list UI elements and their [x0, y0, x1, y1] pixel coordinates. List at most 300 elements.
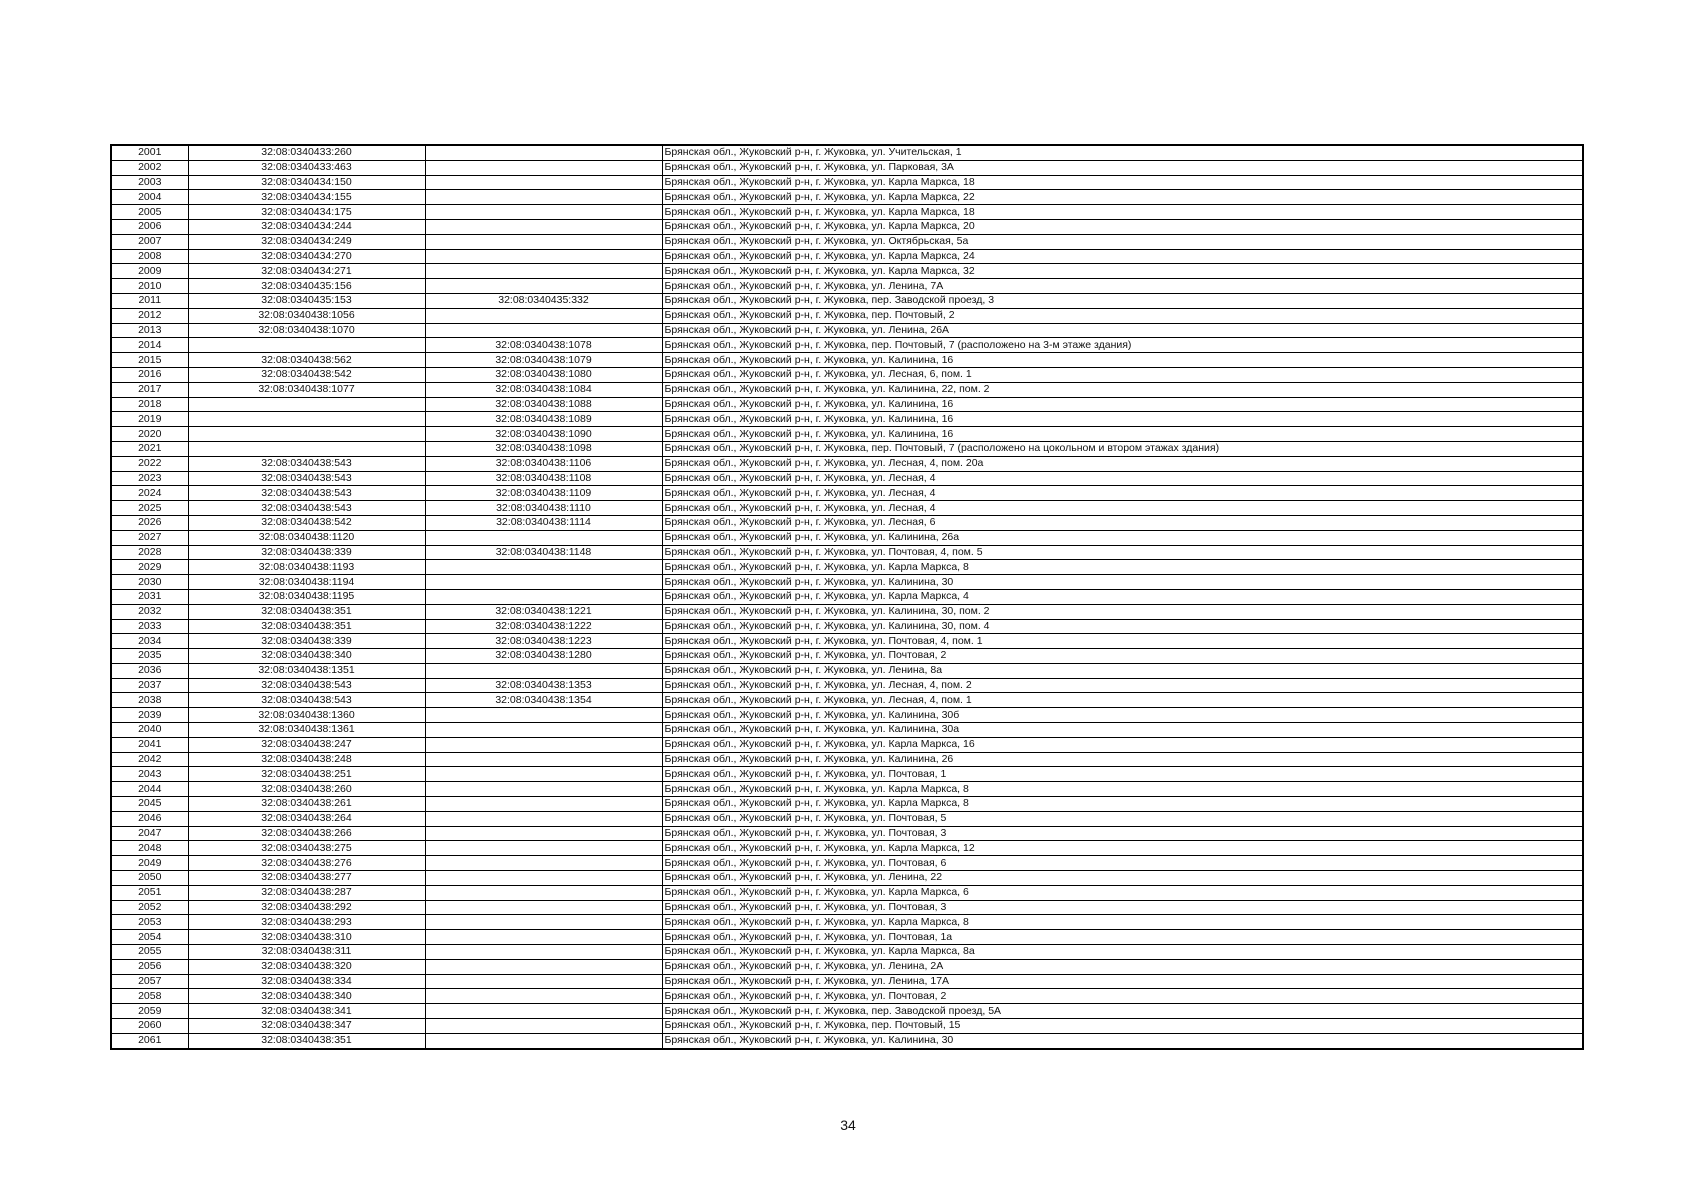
object-cadastral-number-cell: 32:08:0340438:1354 [425, 693, 662, 708]
row-number-cell: 2017 [111, 382, 188, 397]
row-number-cell: 2047 [111, 826, 188, 841]
land-cadastral-number-cell: 32:08:0340438:341 [188, 1004, 425, 1019]
address-cell: Брянская обл., Жуковский р-н, г. Жуковка, ул. Карла Маркса, 22 [662, 190, 1583, 205]
object-cadastral-number-cell: 32:08:0340438:1221 [425, 604, 662, 619]
object-cadastral-number-cell [425, 323, 662, 338]
table-row [111, 974, 1583, 989]
row-number-cell: 2059 [111, 1004, 188, 1019]
row-number-cell: 2023 [111, 471, 188, 486]
address-cell: Брянская обл., Жуковский р-н, г. Жуковка, ул. Карла Маркса, 18 [662, 205, 1583, 220]
row-number-cell: 2007 [111, 234, 188, 249]
registry-table-body [111, 145, 1583, 1049]
address-cell: Брянская обл., Жуковский р-н, г. Жуковка, ул. Лесная, 4 [662, 501, 1583, 516]
object-cadastral-number-cell [425, 1004, 662, 1019]
address-cell: Брянская обл., Жуковский р-н, г. Жуковка, ул. Почтовая, 6 [662, 856, 1583, 871]
land-cadastral-number-cell: 32:08:0340438:264 [188, 811, 425, 826]
land-cadastral-number-cell: 32:08:0340433:260 [188, 145, 425, 160]
land-cadastral-number-cell: 32:08:0340435:156 [188, 279, 425, 294]
land-cadastral-number-cell: 32:08:0340438:351 [188, 619, 425, 634]
address-cell: Брянская обл., Жуковский р-н, г. Жуковка, ул. Лесная, 4 [662, 471, 1583, 486]
row-number-cell: 2022 [111, 456, 188, 471]
row-number-cell: 2014 [111, 338, 188, 353]
address-cell: Брянская обл., Жуковский р-н, г. Жуковка, ул. Лесная, 4, пом. 1 [662, 693, 1583, 708]
address-cell: Брянская обл., Жуковский р-н, г. Жуковка, пер. Заводской проезд, 3 [662, 293, 1583, 308]
object-cadastral-number-cell: 32:08:0340438:1079 [425, 353, 662, 368]
address-cell: Брянская обл., Жуковский р-н, г. Жуковка, ул. Лесная, 6, пом. 1 [662, 367, 1583, 382]
land-cadastral-number-cell: 32:08:0340438:1360 [188, 708, 425, 723]
table-row [111, 412, 1583, 427]
address-cell: Брянская обл., Жуковский р-н, г. Жуковка, ул. Калинина, 16 [662, 427, 1583, 442]
object-cadastral-number-cell: 32:08:0340438:1222 [425, 619, 662, 634]
land-cadastral-number-cell: 32:08:0340438:276 [188, 856, 425, 871]
address-cell: Брянская обл., Жуковский р-н, г. Жуковка, ул. Ленина, 17А [662, 974, 1583, 989]
land-cadastral-number-cell: 32:08:0340434:155 [188, 190, 425, 205]
object-cadastral-number-cell [425, 190, 662, 205]
row-number-cell: 2006 [111, 219, 188, 234]
row-number-cell: 2056 [111, 959, 188, 974]
object-cadastral-number-cell: 32:08:0340438:1223 [425, 634, 662, 649]
row-number-cell: 2038 [111, 693, 188, 708]
land-cadastral-number-cell: 32:08:0340438:287 [188, 885, 425, 900]
table-row [111, 323, 1583, 338]
address-cell: Брянская обл., Жуковский р-н, г. Жуковка, ул. Почтовая, 4, пом. 5 [662, 545, 1583, 560]
row-number-cell: 2039 [111, 708, 188, 723]
row-number-cell: 2024 [111, 486, 188, 501]
object-cadastral-number-cell [425, 885, 662, 900]
registry-table [110, 144, 1584, 1050]
row-number-cell: 2051 [111, 885, 188, 900]
table-row [111, 885, 1583, 900]
table-row [111, 678, 1583, 693]
object-cadastral-number-cell [425, 145, 662, 160]
object-cadastral-number-cell [425, 264, 662, 279]
address-cell: Брянская обл., Жуковский р-н, г. Жуковка, ул. Ленина, 26А [662, 323, 1583, 338]
table-row [111, 1033, 1583, 1048]
table-row [111, 752, 1583, 767]
address-cell: Брянская обл., Жуковский р-н, г. Жуковка, ул. Калинина, 26а [662, 530, 1583, 545]
object-cadastral-number-cell [425, 974, 662, 989]
table-row [111, 338, 1583, 353]
table-row [111, 723, 1583, 738]
address-cell: Брянская обл., Жуковский р-н, г. Жуковка, ул. Почтовая, 3 [662, 900, 1583, 915]
table-row [111, 915, 1583, 930]
table-row [111, 367, 1583, 382]
row-number-cell: 2004 [111, 190, 188, 205]
row-number-cell: 2043 [111, 767, 188, 782]
row-number-cell: 2002 [111, 160, 188, 175]
land-cadastral-number-cell: 32:08:0340438:1120 [188, 530, 425, 545]
object-cadastral-number-cell [425, 575, 662, 590]
row-number-cell: 2048 [111, 841, 188, 856]
table-row [111, 205, 1583, 220]
address-cell: Брянская обл., Жуковский р-н, г. Жуковка, ул. Лесная, 4 [662, 486, 1583, 501]
address-cell: Брянская обл., Жуковский р-н, г. Жуковка, ул. Почтовая, 2 [662, 649, 1583, 664]
land-cadastral-number-cell [188, 412, 425, 427]
address-cell: Брянская обл., Жуковский р-н, г. Жуковка, ул. Карла Маркса, 24 [662, 249, 1583, 264]
object-cadastral-number-cell [425, 205, 662, 220]
land-cadastral-number-cell: 32:08:0340434:150 [188, 175, 425, 190]
land-cadastral-number-cell: 32:08:0340438:543 [188, 456, 425, 471]
land-cadastral-number-cell: 32:08:0340438:1195 [188, 589, 425, 604]
object-cadastral-number-cell: 32:08:0340438:1280 [425, 649, 662, 664]
object-cadastral-number-cell [425, 723, 662, 738]
table-row [111, 397, 1583, 412]
object-cadastral-number-cell: 32:08:0340438:1088 [425, 397, 662, 412]
land-cadastral-number-cell: 32:08:0340438:347 [188, 1019, 425, 1034]
table-row [111, 619, 1583, 634]
row-number-cell: 2003 [111, 175, 188, 190]
object-cadastral-number-cell [425, 530, 662, 545]
row-number-cell: 2055 [111, 945, 188, 960]
land-cadastral-number-cell: 32:08:0340433:463 [188, 160, 425, 175]
object-cadastral-number-cell [425, 900, 662, 915]
row-number-cell: 2036 [111, 663, 188, 678]
object-cadastral-number-cell: 32:08:0340438:1353 [425, 678, 662, 693]
object-cadastral-number-cell: 32:08:0340438:1089 [425, 412, 662, 427]
address-cell: Брянская обл., Жуковский р-н, г. Жуковка, ул. Лесная, 4, пом. 2 [662, 678, 1583, 693]
page-number: 34 [840, 1117, 856, 1133]
table-row [111, 249, 1583, 264]
address-cell: Брянская обл., Жуковский р-н, г. Жуковка, ул. Калинина, 22, пом. 2 [662, 382, 1583, 397]
land-cadastral-number-cell: 32:08:0340438:277 [188, 871, 425, 886]
land-cadastral-number-cell: 32:08:0340438:311 [188, 945, 425, 960]
object-cadastral-number-cell: 32:08:0340438:1084 [425, 382, 662, 397]
land-cadastral-number-cell: 32:08:0340435:153 [188, 293, 425, 308]
address-cell: Брянская обл., Жуковский р-н, г. Жуковка, ул. Карла Маркса, 8 [662, 782, 1583, 797]
address-cell: Брянская обл., Жуковский р-н, г. Жуковка, ул. Карла Маркса, 20 [662, 219, 1583, 234]
row-number-cell: 2025 [111, 501, 188, 516]
object-cadastral-number-cell [425, 841, 662, 856]
row-number-cell: 2016 [111, 367, 188, 382]
object-cadastral-number-cell [425, 826, 662, 841]
address-cell: Брянская обл., Жуковский р-н, г. Жуковка, ул. Учительская, 1 [662, 145, 1583, 160]
land-cadastral-number-cell: 32:08:0340438:334 [188, 974, 425, 989]
address-cell: Брянская обл., Жуковский р-н, г. Жуковка, ул. Октябрьская, 5а [662, 234, 1583, 249]
land-cadastral-number-cell: 32:08:0340438:248 [188, 752, 425, 767]
land-cadastral-number-cell: 32:08:0340438:1194 [188, 575, 425, 590]
land-cadastral-number-cell: 32:08:0340438:247 [188, 737, 425, 752]
row-number-cell: 2044 [111, 782, 188, 797]
row-number-cell: 2032 [111, 604, 188, 619]
table-row [111, 190, 1583, 205]
table-row [111, 264, 1583, 279]
address-cell: Брянская обл., Жуковский р-н, г. Жуковка, ул. Ленина, 7А [662, 279, 1583, 294]
table-row [111, 279, 1583, 294]
table-row [111, 441, 1583, 456]
object-cadastral-number-cell [425, 945, 662, 960]
address-cell: Брянская обл., Жуковский р-н, г. Жуковка, ул. Калинина, 30, пом. 4 [662, 619, 1583, 634]
land-cadastral-number-cell: 32:08:0340438:543 [188, 471, 425, 486]
table-row [111, 175, 1583, 190]
table-row [111, 663, 1583, 678]
land-cadastral-number-cell: 32:08:0340438:1077 [188, 382, 425, 397]
object-cadastral-number-cell: 32:08:0340438:1106 [425, 456, 662, 471]
row-number-cell: 2035 [111, 649, 188, 664]
object-cadastral-number-cell: 32:08:0340438:1098 [425, 441, 662, 456]
land-cadastral-number-cell [188, 338, 425, 353]
row-number-cell: 2029 [111, 560, 188, 575]
land-cadastral-number-cell: 32:08:0340434:249 [188, 234, 425, 249]
land-cadastral-number-cell [188, 427, 425, 442]
object-cadastral-number-cell [425, 989, 662, 1004]
table-row [111, 634, 1583, 649]
table-row [111, 308, 1583, 323]
table-row [111, 471, 1583, 486]
table-row [111, 797, 1583, 812]
address-cell: Брянская обл., Жуковский р-н, г. Жуковка, ул. Калинина, 16 [662, 397, 1583, 412]
address-cell: Брянская обл., Жуковский р-н, г. Жуковка, ул. Карла Маркса, 8 [662, 560, 1583, 575]
table-row [111, 871, 1583, 886]
land-cadastral-number-cell: 32:08:0340438:292 [188, 900, 425, 915]
row-number-cell: 2045 [111, 797, 188, 812]
object-cadastral-number-cell: 32:08:0340438:1109 [425, 486, 662, 501]
address-cell: Брянская обл., Жуковский р-н, г. Жуковка, ул. Калинина, 30 [662, 1033, 1583, 1048]
row-number-cell: 2026 [111, 515, 188, 530]
land-cadastral-number-cell: 32:08:0340434:270 [188, 249, 425, 264]
table-row [111, 145, 1583, 160]
object-cadastral-number-cell: 32:08:0340435:332 [425, 293, 662, 308]
object-cadastral-number-cell [425, 589, 662, 604]
address-cell: Брянская обл., Жуковский р-н, г. Жуковка, пер. Заводской проезд, 5А [662, 1004, 1583, 1019]
object-cadastral-number-cell: 32:08:0340438:1078 [425, 338, 662, 353]
table-row [111, 234, 1583, 249]
table-row [111, 708, 1583, 723]
row-number-cell: 2018 [111, 397, 188, 412]
land-cadastral-number-cell: 32:08:0340438:543 [188, 501, 425, 516]
object-cadastral-number-cell [425, 1019, 662, 1034]
land-cadastral-number-cell: 32:08:0340438:320 [188, 959, 425, 974]
object-cadastral-number-cell [425, 279, 662, 294]
table-row [111, 515, 1583, 530]
row-number-cell: 2057 [111, 974, 188, 989]
land-cadastral-number-cell: 32:08:0340434:244 [188, 219, 425, 234]
row-number-cell: 2009 [111, 264, 188, 279]
address-cell: Брянская обл., Жуковский р-н, г. Жуковка, пер. Почтовый, 15 [662, 1019, 1583, 1034]
table-row [111, 930, 1583, 945]
address-cell: Брянская обл., Жуковский р-н, г. Жуковка, ул. Карла Маркса, 4 [662, 589, 1583, 604]
table-row [111, 575, 1583, 590]
land-cadastral-number-cell: 32:08:0340438:543 [188, 678, 425, 693]
address-cell: Брянская обл., Жуковский р-н, г. Жуковка, ул. Карла Маркса, 6 [662, 885, 1583, 900]
table-row [111, 900, 1583, 915]
row-number-cell: 2008 [111, 249, 188, 264]
object-cadastral-number-cell: 32:08:0340438:1090 [425, 427, 662, 442]
address-cell: Брянская обл., Жуковский р-н, г. Жуковка, ул. Ленина, 22 [662, 871, 1583, 886]
object-cadastral-number-cell [425, 308, 662, 323]
object-cadastral-number-cell [425, 959, 662, 974]
land-cadastral-number-cell: 32:08:0340438:542 [188, 515, 425, 530]
land-cadastral-number-cell: 32:08:0340438:1361 [188, 723, 425, 738]
row-number-cell: 2011 [111, 293, 188, 308]
address-cell: Брянская обл., Жуковский р-н, г. Жуковка, пер. Почтовый, 2 [662, 308, 1583, 323]
row-number-cell: 2010 [111, 279, 188, 294]
row-number-cell: 2020 [111, 427, 188, 442]
land-cadastral-number-cell: 32:08:0340438:542 [188, 367, 425, 382]
land-cadastral-number-cell: 32:08:0340438:351 [188, 604, 425, 619]
land-cadastral-number-cell: 32:08:0340438:1351 [188, 663, 425, 678]
address-cell: Брянская обл., Жуковский р-н, г. Жуковка, ул. Карла Маркса, 18 [662, 175, 1583, 190]
table-row [111, 530, 1583, 545]
land-cadastral-number-cell: 32:08:0340438:1193 [188, 560, 425, 575]
row-number-cell: 2053 [111, 915, 188, 930]
address-cell: Брянская обл., Жуковский р-н, г. Жуковка, ул. Почтовая, 1 [662, 767, 1583, 782]
land-cadastral-number-cell: 32:08:0340438:340 [188, 989, 425, 1004]
table-row [111, 1004, 1583, 1019]
row-number-cell: 2050 [111, 871, 188, 886]
row-number-cell: 2037 [111, 678, 188, 693]
address-cell: Брянская обл., Жуковский р-н, г. Жуковка, ул. Почтовая, 4, пом. 1 [662, 634, 1583, 649]
land-cadastral-number-cell: 32:08:0340438:339 [188, 634, 425, 649]
address-cell: Брянская обл., Жуковский р-н, г. Жуковка, ул. Парковая, 3А [662, 160, 1583, 175]
object-cadastral-number-cell [425, 219, 662, 234]
table-row [111, 604, 1583, 619]
object-cadastral-number-cell: 32:08:0340438:1110 [425, 501, 662, 516]
land-cadastral-number-cell: 32:08:0340438:251 [188, 767, 425, 782]
row-number-cell: 2012 [111, 308, 188, 323]
object-cadastral-number-cell: 32:08:0340438:1114 [425, 515, 662, 530]
land-cadastral-number-cell: 32:08:0340434:175 [188, 205, 425, 220]
land-cadastral-number-cell: 32:08:0340438:562 [188, 353, 425, 368]
table-row [111, 959, 1583, 974]
row-number-cell: 2015 [111, 353, 188, 368]
address-cell: Брянская обл., Жуковский р-н, г. Жуковка, ул. Карла Маркса, 8а [662, 945, 1583, 960]
row-number-cell: 2027 [111, 530, 188, 545]
table-row [111, 856, 1583, 871]
land-cadastral-number-cell: 32:08:0340438:1070 [188, 323, 425, 338]
address-cell: Брянская обл., Жуковский р-н, г. Жуковка, ул. Калинина, 16 [662, 412, 1583, 427]
land-cadastral-number-cell: 32:08:0340438:1056 [188, 308, 425, 323]
table-row [111, 501, 1583, 516]
object-cadastral-number-cell [425, 737, 662, 752]
row-number-cell: 2033 [111, 619, 188, 634]
address-cell: Брянская обл., Жуковский р-н, г. Жуковка, ул. Карла Маркса, 32 [662, 264, 1583, 279]
table-row [111, 693, 1583, 708]
address-cell: Брянская обл., Жуковский р-н, г. Жуковка, ул. Карла Маркса, 16 [662, 737, 1583, 752]
table-row [111, 456, 1583, 471]
table-row [111, 1019, 1583, 1034]
land-cadastral-number-cell: 32:08:0340438:293 [188, 915, 425, 930]
object-cadastral-number-cell: 32:08:0340438:1080 [425, 367, 662, 382]
object-cadastral-number-cell [425, 663, 662, 678]
row-number-cell: 2030 [111, 575, 188, 590]
table-row [111, 486, 1583, 501]
address-cell: Брянская обл., Жуковский р-н, г. Жуковка, ул. Почтовая, 3 [662, 826, 1583, 841]
table-row [111, 589, 1583, 604]
address-cell: Брянская обл., Жуковский р-н, г. Жуковка, ул. Калинина, 30 [662, 575, 1583, 590]
object-cadastral-number-cell [425, 708, 662, 723]
table-row [111, 841, 1583, 856]
row-number-cell: 2031 [111, 589, 188, 604]
table-row [111, 382, 1583, 397]
object-cadastral-number-cell [425, 160, 662, 175]
address-cell: Брянская обл., Жуковский р-н, г. Жуковка, ул. Карла Маркса, 12 [662, 841, 1583, 856]
table-row [111, 560, 1583, 575]
land-cadastral-number-cell [188, 441, 425, 456]
land-cadastral-number-cell: 32:08:0340438:543 [188, 693, 425, 708]
address-cell: Брянская обл., Жуковский р-н, г. Жуковка, ул. Калинина, 30, пом. 2 [662, 604, 1583, 619]
table-row [111, 353, 1583, 368]
address-cell: Брянская обл., Жуковский р-н, г. Жуковка, ул. Почтовая, 5 [662, 811, 1583, 826]
row-number-cell: 2019 [111, 412, 188, 427]
land-cadastral-number-cell: 32:08:0340434:271 [188, 264, 425, 279]
address-cell: Брянская обл., Жуковский р-н, г. Жуковка, пер. Почтовый, 7 (расположено на 3-м этаже здания) [662, 338, 1583, 353]
land-cadastral-number-cell: 32:08:0340438:310 [188, 930, 425, 945]
table-row [111, 427, 1583, 442]
land-cadastral-number-cell: 32:08:0340438:260 [188, 782, 425, 797]
address-cell: Брянская обл., Жуковский р-н, г. Жуковка, ул. Карла Маркса, 8 [662, 915, 1583, 930]
object-cadastral-number-cell [425, 811, 662, 826]
row-number-cell: 2040 [111, 723, 188, 738]
land-cadastral-number-cell: 32:08:0340438:261 [188, 797, 425, 812]
row-number-cell: 2046 [111, 811, 188, 826]
row-number-cell: 2054 [111, 930, 188, 945]
object-cadastral-number-cell [425, 856, 662, 871]
object-cadastral-number-cell: 32:08:0340438:1108 [425, 471, 662, 486]
row-number-cell: 2049 [111, 856, 188, 871]
address-cell: Брянская обл., Жуковский р-н, г. Жуковка, ул. Ленина, 8а [662, 663, 1583, 678]
object-cadastral-number-cell [425, 249, 662, 264]
object-cadastral-number-cell [425, 915, 662, 930]
table-row [111, 649, 1583, 664]
land-cadastral-number-cell: 32:08:0340438:543 [188, 486, 425, 501]
address-cell: Брянская обл., Жуковский р-н, г. Жуковка, ул. Почтовая, 1а [662, 930, 1583, 945]
table-row [111, 160, 1583, 175]
object-cadastral-number-cell [425, 767, 662, 782]
object-cadastral-number-cell: 32:08:0340438:1148 [425, 545, 662, 560]
row-number-cell: 2034 [111, 634, 188, 649]
table-row [111, 545, 1583, 560]
object-cadastral-number-cell [425, 1033, 662, 1048]
object-cadastral-number-cell [425, 752, 662, 767]
address-cell: Брянская обл., Жуковский р-н, г. Жуковка, ул. Калинина, 30а [662, 723, 1583, 738]
table-row [111, 945, 1583, 960]
land-cadastral-number-cell [188, 397, 425, 412]
address-cell: Брянская обл., Жуковский р-н, г. Жуковка, ул. Лесная, 6 [662, 515, 1583, 530]
land-cadastral-number-cell: 32:08:0340438:275 [188, 841, 425, 856]
address-cell: Брянская обл., Жуковский р-н, г. Жуковка, ул. Почтовая, 2 [662, 989, 1583, 1004]
address-cell: Брянская обл., Жуковский р-н, г. Жуковка, ул. Ленина, 2А [662, 959, 1583, 974]
object-cadastral-number-cell [425, 175, 662, 190]
table-row [111, 989, 1583, 1004]
land-cadastral-number-cell: 32:08:0340438:351 [188, 1033, 425, 1048]
land-cadastral-number-cell: 32:08:0340438:339 [188, 545, 425, 560]
address-cell: Брянская обл., Жуковский р-н, г. Жуковка, ул. Калинина, 26 [662, 752, 1583, 767]
address-cell: Брянская обл., Жуковский р-н, г. Жуковка, ул. Калинина, 30б [662, 708, 1583, 723]
row-number-cell: 2060 [111, 1019, 188, 1034]
table-row [111, 767, 1583, 782]
land-cadastral-number-cell: 32:08:0340438:340 [188, 649, 425, 664]
table-row [111, 293, 1583, 308]
table-row [111, 811, 1583, 826]
address-cell: Брянская обл., Жуковский р-н, г. Жуковка, ул. Лесная, 4, пом. 20а [662, 456, 1583, 471]
row-number-cell: 2001 [111, 145, 188, 160]
object-cadastral-number-cell [425, 930, 662, 945]
row-number-cell: 2021 [111, 441, 188, 456]
table-row [111, 826, 1583, 841]
address-cell: Брянская обл., Жуковский р-н, г. Жуковка, ул. Карла Маркса, 8 [662, 797, 1583, 812]
table-row [111, 219, 1583, 234]
row-number-cell: 2028 [111, 545, 188, 560]
table-row [111, 737, 1583, 752]
address-cell: Брянская обл., Жуковский р-н, г. Жуковка, пер. Почтовый, 7 (расположено на цокольном и втором этажах здания) [662, 441, 1583, 456]
row-number-cell: 2052 [111, 900, 188, 915]
row-number-cell: 2061 [111, 1033, 188, 1048]
address-cell: Брянская обл., Жуковский р-н, г. Жуковка, ул. Калинина, 16 [662, 353, 1583, 368]
object-cadastral-number-cell [425, 782, 662, 797]
row-number-cell: 2013 [111, 323, 188, 338]
object-cadastral-number-cell [425, 797, 662, 812]
row-number-cell: 2042 [111, 752, 188, 767]
